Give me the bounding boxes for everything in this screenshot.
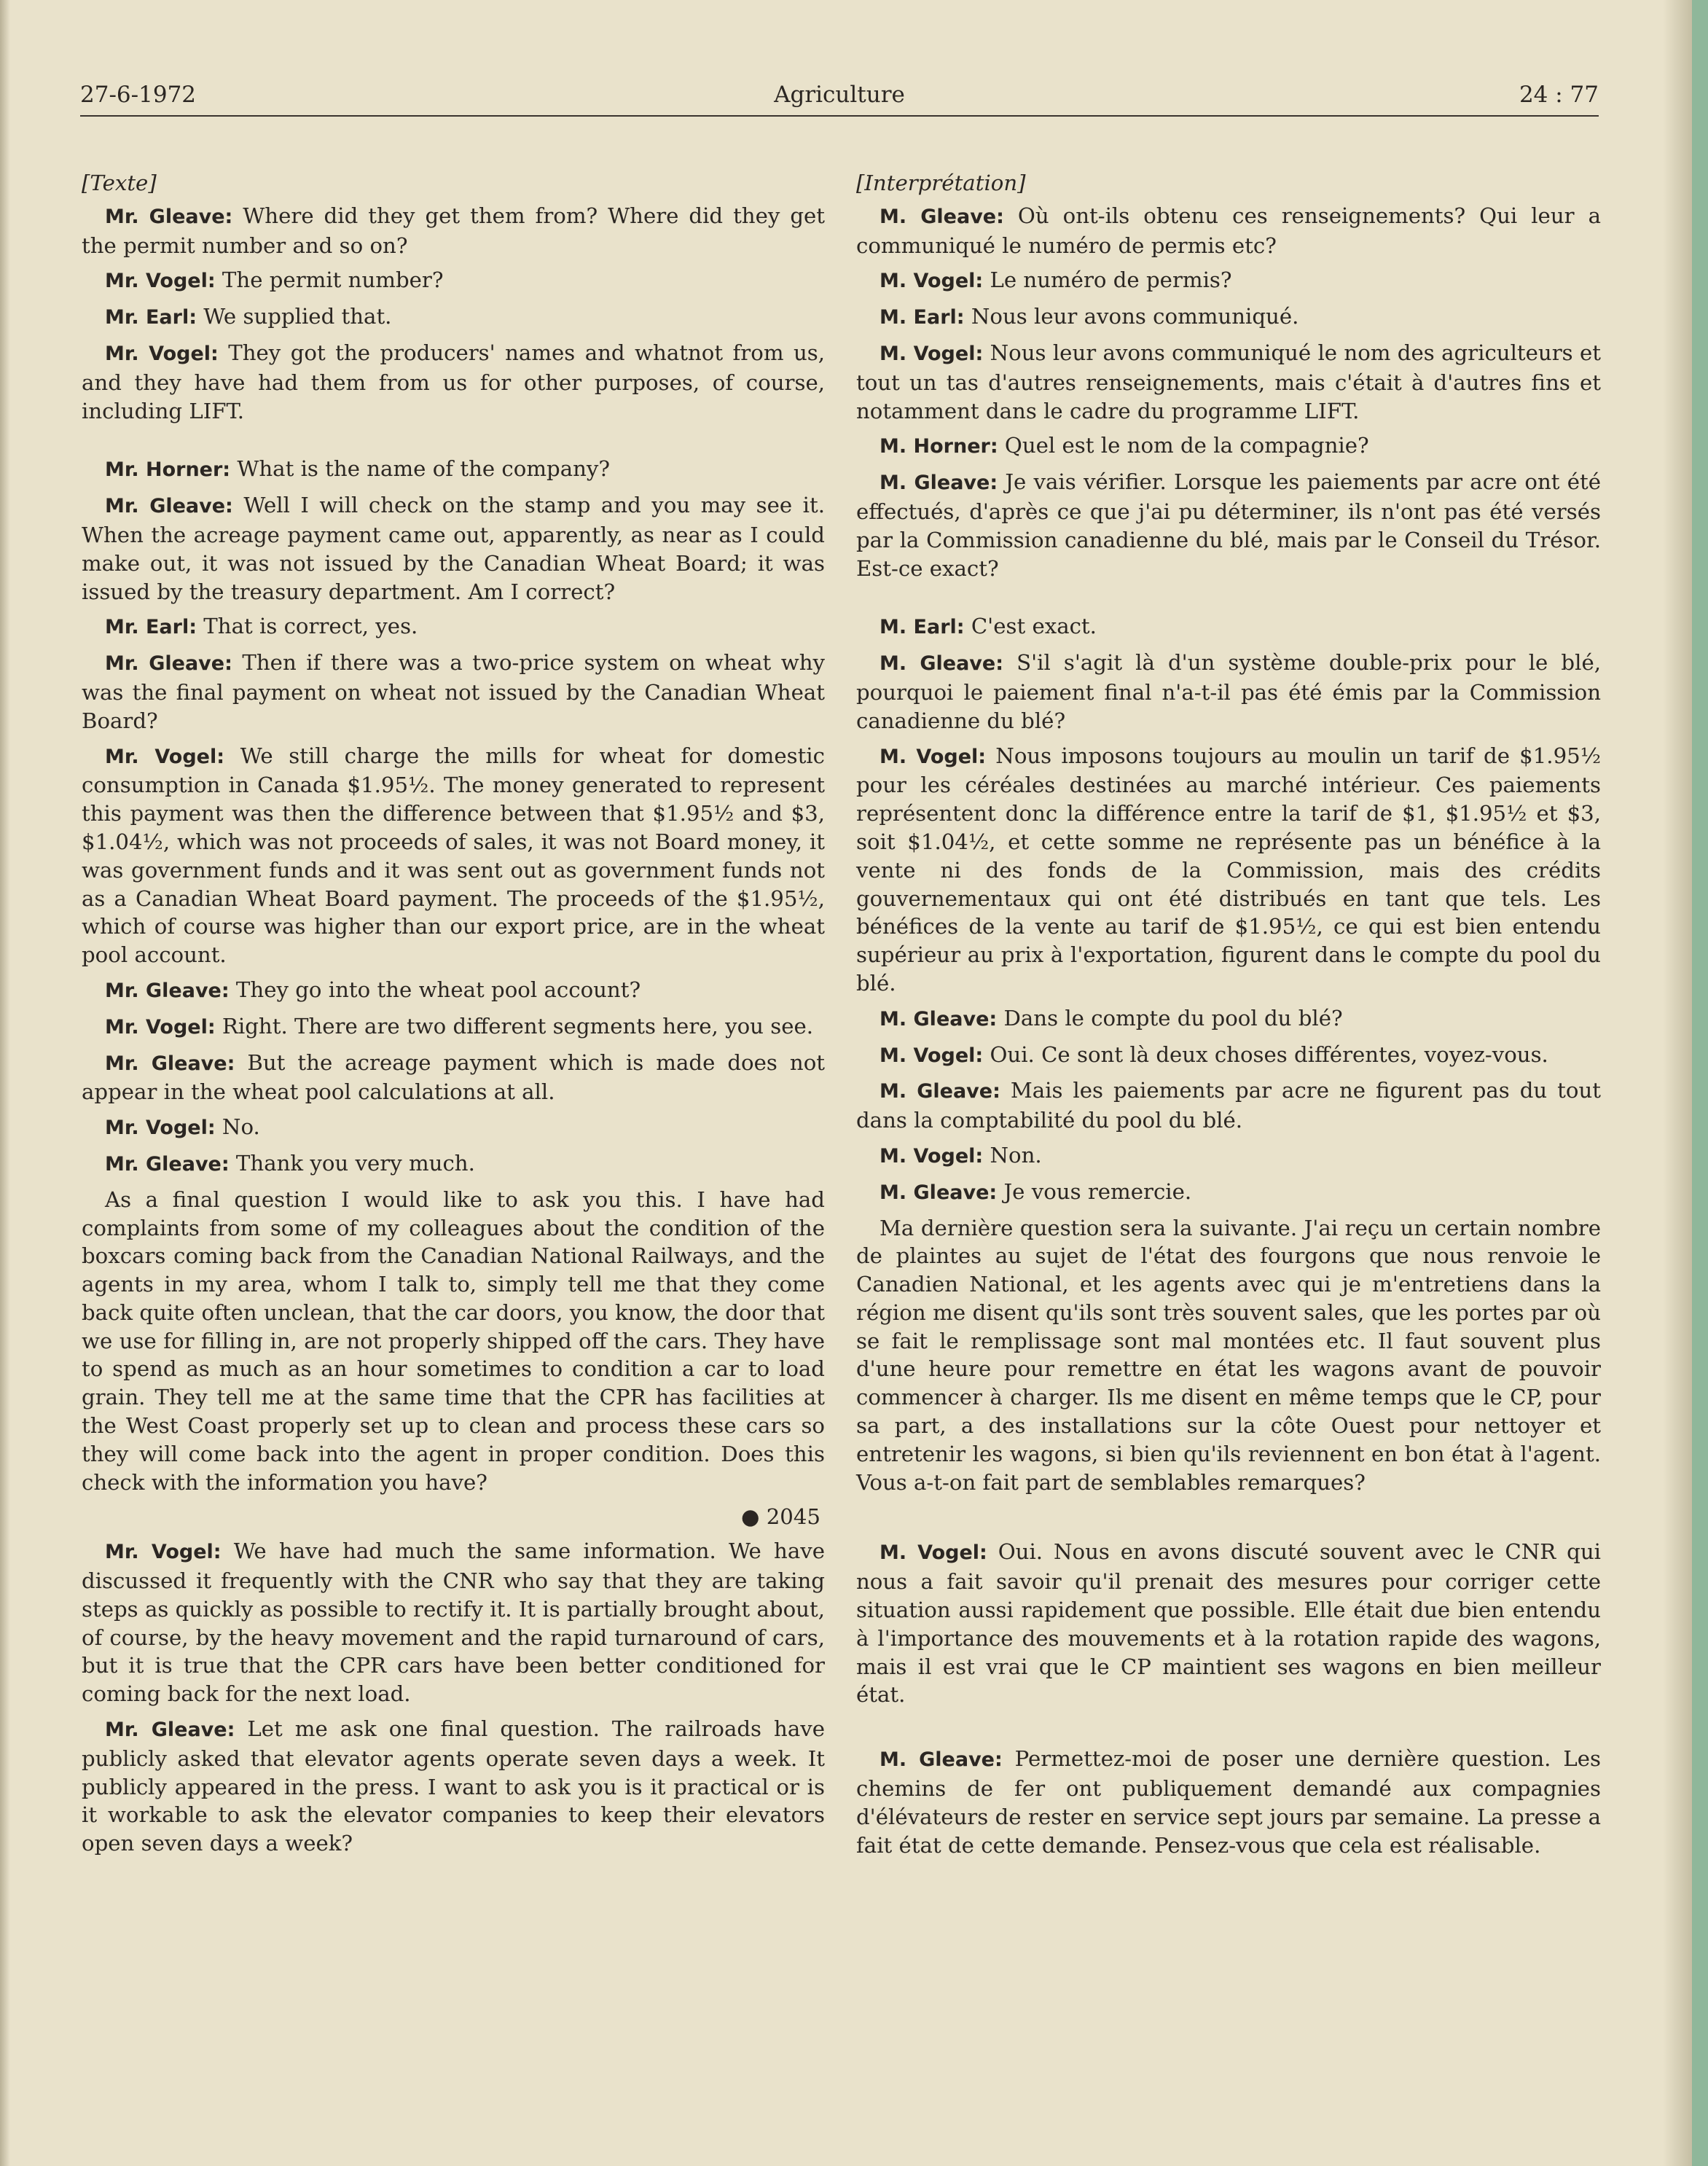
speaker-name: Mr. Vogel:: [105, 745, 225, 768]
speech-text: Permettez-moi de poser une dernière question. Les chemins de fer ont publiquement demandé aux compagnies d'élévateurs de rester en service sept jours par semaine. La presse a fait état de cette demande. Pensez-vous que cela est réalisable.: [856, 1746, 1601, 1858]
page-fold-shadow: [1663, 0, 1692, 2166]
speech-text: Où ont-ils obtenu ces renseignements? Qui leur a communiqué le numéro de permis etc?: [856, 203, 1601, 258]
paragraph: [82, 339, 825, 425]
paragraph: [856, 612, 1601, 642]
paragraph: [856, 202, 1601, 260]
running-head-title: Agriculture: [774, 82, 905, 108]
speech-text: Mais les paiements par acre ne figurent pas du tout dans la comptabilité du pool du blé.: [856, 1078, 1601, 1133]
speech-text: Je vais vérifier. Lorsque les paiements par acre ont été effectués, d'après ce que j'ai pu déterminer, ils n'ont pas été versés par la Commission canadienne du blé, mais par le Conseil du Trésor. Est-ce exact?: [856, 469, 1602, 581]
speaker-name: Mr. Earl:: [105, 616, 197, 639]
speech-text: As a final question I would like to ask you this. I have had complaints from some of my colleagues about the condition of the boxcars coming back from the Canadian National Railways, and the agents in my area, whom I talk to, simply tell me that they come back quite often unclean, that the car doors, you know, the door that we use for filling in, are not properly shipped off the cars. They have to spend as much as an hour sometimes to condition a car to load grain. They tell me at the same time that the CPR has facilities at the West Coast properly set up to clean and process these cars so they will come back into the agent in proper condition. Does this check with the information you have?: [82, 1186, 825, 1495]
spacer: [82, 431, 825, 455]
speaker-name: Mr. Vogel:: [105, 1015, 216, 1039]
speech-text: Oui. Nous en avons discuté souvent avec le CNR qui nous a fait savoir qu'il prenait des mesures pour corriger cette situation aussi rapidement que possible. Elle était due bien entendu à l'importance des mouvements et à la rotation rapide des wagons, mais il est vrai que le CP maintient ses wagons en bien meilleur état.: [856, 1539, 1602, 1708]
speech-text: Quel est le nom de la compagnie?: [998, 433, 1369, 458]
speaker-name: Mr. Gleave:: [105, 979, 230, 1002]
speaker-name: Mr. Gleave:: [105, 1719, 235, 1742]
speaker-name: M. Earl:: [880, 306, 965, 329]
speaker-name: M. Gleave:: [880, 205, 1004, 228]
speech-text: We have had much the same information. We have discussed it frequently with the CNR who say that they are taking steps as quickly as possible to rectify it. It is partially brought about, of course, by the heavy movement and the rapid turnaround of cars, but it is true that the CPR cars have been better conditioned for coming back for the next load.: [82, 1539, 825, 1707]
speech-text: They go into the wheat pool account?: [229, 977, 641, 1002]
running-head-page-number: 24 : 77: [1519, 82, 1599, 108]
speaker-name: Mr. Gleave:: [105, 1052, 235, 1075]
paragraph: [856, 468, 1601, 582]
paragraph: [856, 1076, 1601, 1135]
paragraph: [856, 1745, 1601, 1859]
speech-text: What is the name of the company?: [230, 456, 611, 482]
speaker-name: Mr. Vogel:: [105, 270, 216, 293]
speech-text: Non.: [983, 1142, 1042, 1168]
paragraph: [856, 302, 1601, 332]
speaker-name: M. Horner:: [880, 435, 998, 458]
paragraph: [82, 1049, 825, 1107]
paragraph: [82, 1113, 825, 1143]
speaker-name: M. Vogel:: [880, 1541, 987, 1565]
paragraph: [82, 649, 825, 735]
speech-text: Nous leur avons communiqué le nom des agriculteurs et tout un tas d'autres renseignements, mais c'était à d'autres fins et notamment dans le cadre du programme LIFT.: [856, 340, 1602, 423]
paragraph: [856, 339, 1601, 425]
paragraph: [856, 1214, 1601, 1497]
language-label: [Texte]: [82, 171, 157, 195]
paragraph: [856, 742, 1601, 998]
speaker-name: Mr. Vogel:: [105, 1541, 222, 1564]
speech-text: Let me ask one final question. The railroads have publicly asked that elevator agents operate seven days a week. It publicly appeared in the press. I want to ask you is it practical or is it workable to ask the elevator companies to keep their elevators open seven days a week?: [82, 1716, 825, 1856]
paragraph: [856, 431, 1601, 461]
speech-text: The permit number?: [215, 267, 444, 293]
spacer: [856, 589, 1601, 612]
speech-text: Je vous remercie.: [997, 1178, 1192, 1204]
speech-text: But the acreage payment which is made does not appear in the wheat pool calculations at all.: [82, 1049, 825, 1105]
paragraph: [82, 202, 825, 260]
speech-text: We supplied that.: [197, 304, 392, 329]
paragraph: [82, 976, 825, 1006]
paragraph: [82, 1537, 825, 1708]
speech-text: Oui. Ce sont là deux choses différentes, voyez-vous.: [983, 1041, 1548, 1067]
speech-text: Well I will check on the stamp and you may see it. When the acreage payment came out, apparently, as near as I could make out, it was not issued by the Canadian Wheat Board; it was issued by the treasury department. Am I correct?: [82, 493, 825, 604]
speech-text: C'est exact.: [964, 614, 1097, 639]
speaker-name: M. Gleave:: [880, 1181, 998, 1204]
running-head-date: 27-6-1972: [80, 82, 197, 108]
speaker-name: Mr. Vogel:: [105, 342, 219, 365]
speaker-name: M. Gleave:: [880, 652, 1004, 676]
speaker-name: Mr. Gleave:: [105, 205, 233, 228]
paragraph: [82, 266, 825, 296]
speech-text: Dans le compte du pool du blé?: [997, 1005, 1343, 1031]
paragraph: [82, 612, 825, 642]
speaker-name: M. Vogel:: [880, 1044, 984, 1067]
paragraph: [856, 1041, 1601, 1071]
speaker-name: M. Vogel:: [880, 745, 987, 768]
paragraph: [856, 1538, 1601, 1709]
english-column: [82, 169, 825, 1864]
speaker-name: M. Vogel:: [880, 270, 984, 293]
speaker-name: M. Vogel:: [880, 342, 984, 365]
speech-text: Right. There are two different segments here, you see.: [215, 1013, 814, 1039]
speaker-name: Mr. Gleave:: [105, 652, 232, 676]
time-marker: ● 2045: [740, 1504, 820, 1530]
spacer: [856, 1503, 1601, 1538]
paragraph: [82, 455, 825, 485]
speech-text: Ma dernière question sera la suivante. J'ai reçu un certain nombre de plaintes au sujet de l'état des fourgons que nous renvoie le Canadien National, et les agents avec qui je m'entretiens dans la région me disent qu'ils sont très souvent sales, que les portes par où se fait le remplissage sont mal montées etc. Il faut souvent plus d'une heure pour remettre en état les wagons avant de pouvoir commencer à charger. Ils me disent en même temps que le CP, pour sa part, a des installations sur la côte Ouest pour nettoyer et entretenir les wagons, si bien qu'ils reviennent en bon état à l'agent. Vous a-t-on fait part de semblables remarques?: [856, 1215, 1601, 1495]
paragraph: [82, 302, 825, 332]
speaker-name: Mr. Gleave:: [105, 1152, 230, 1176]
paragraph: [82, 1012, 825, 1042]
speaker-name: M. Gleave:: [880, 1748, 1003, 1772]
speech-text: Le numéro de permis?: [983, 267, 1232, 293]
speech-text: S'il s'agit là d'un système double-prix pour le blé, pourquoi le paiement final n'a-t-il pas été émis par la Commission canadienne du blé?: [856, 650, 1602, 733]
speaker-name: Mr. Earl:: [105, 306, 197, 329]
paragraph: [82, 1149, 825, 1179]
speech-text: Then if there was a two-price system on wheat why was the final payment on wheat not issued by the Canadian Wheat Board?: [82, 650, 825, 733]
speaker-name: Mr. Gleave:: [105, 495, 233, 518]
spacer: [856, 1716, 1601, 1745]
paragraph: [82, 742, 825, 969]
page-edge-green: [1692, 0, 1708, 2166]
speaker-name: M. Gleave:: [880, 1080, 1000, 1103]
speech-text: Where did they get them from? Where did they get the permit number and so on?: [82, 203, 826, 258]
speech-text: Nous leur avons communiqué.: [964, 304, 1299, 329]
speech-text: Thank you very much.: [229, 1150, 475, 1176]
speech-text: No.: [215, 1114, 260, 1140]
language-label: [Interprétation]: [856, 171, 1026, 195]
speaker-name: M. Gleave:: [880, 1007, 998, 1031]
paragraph: [82, 491, 825, 606]
speech-text: Nous imposons toujours au moulin un tarif de $1.95½ pour les céréales destinées au marché intérieur. Ces paiements représentent donc la différence entre la tarif de $1, $1.95½ et $3, soit $1.04½, et cette somme ne représente pas un bénéfice à la vente ni des fonds de la Commission, mais des crédits gouvernementaux qui ont été distribués en tant que tels. Les bénéfices de la vente au tarif de $1.95½, ce qui est bien entendu supérieur au prix à l'exportation, figurent dans le compte du pool du blé.: [856, 743, 1601, 996]
speech-text: They got the producers' names and whatnot from us, and they have had them from us for other purposes, of course, including LIFT.: [82, 340, 825, 423]
speaker-name: M. Gleave:: [880, 472, 998, 495]
speaker-name: M. Vogel:: [880, 1144, 984, 1168]
speaker-name: Mr. Horner:: [105, 458, 231, 482]
paragraph: [82, 1715, 825, 1858]
paragraph: [856, 1004, 1601, 1034]
paragraph: [856, 1141, 1601, 1171]
paragraph: [856, 1178, 1601, 1208]
running-head: [80, 79, 1599, 117]
speaker-name: M. Earl:: [880, 616, 965, 639]
page-binding-shadow: [0, 0, 10, 2166]
speech-text: That is correct, yes.: [197, 614, 418, 639]
paragraph: [82, 1186, 825, 1497]
paragraph: [856, 266, 1601, 296]
french-column: [856, 169, 1601, 1866]
speech-text: We still charge the mills for wheat for domestic consumption in Canada $1.95½. The money generated to represent this payment was then the difference between that $1.95½ and $3, $1.04½, which was not proceeds of sales, it was not Board money, it was government funds and it was sent out as government funds not as a Canadian Wheat Board payment. The proceeds of the $1.95½, which of course was higher than our export price, are in the wheat pool account.: [82, 743, 825, 968]
paragraph: [856, 649, 1601, 735]
speaker-name: Mr. Vogel:: [105, 1117, 216, 1140]
